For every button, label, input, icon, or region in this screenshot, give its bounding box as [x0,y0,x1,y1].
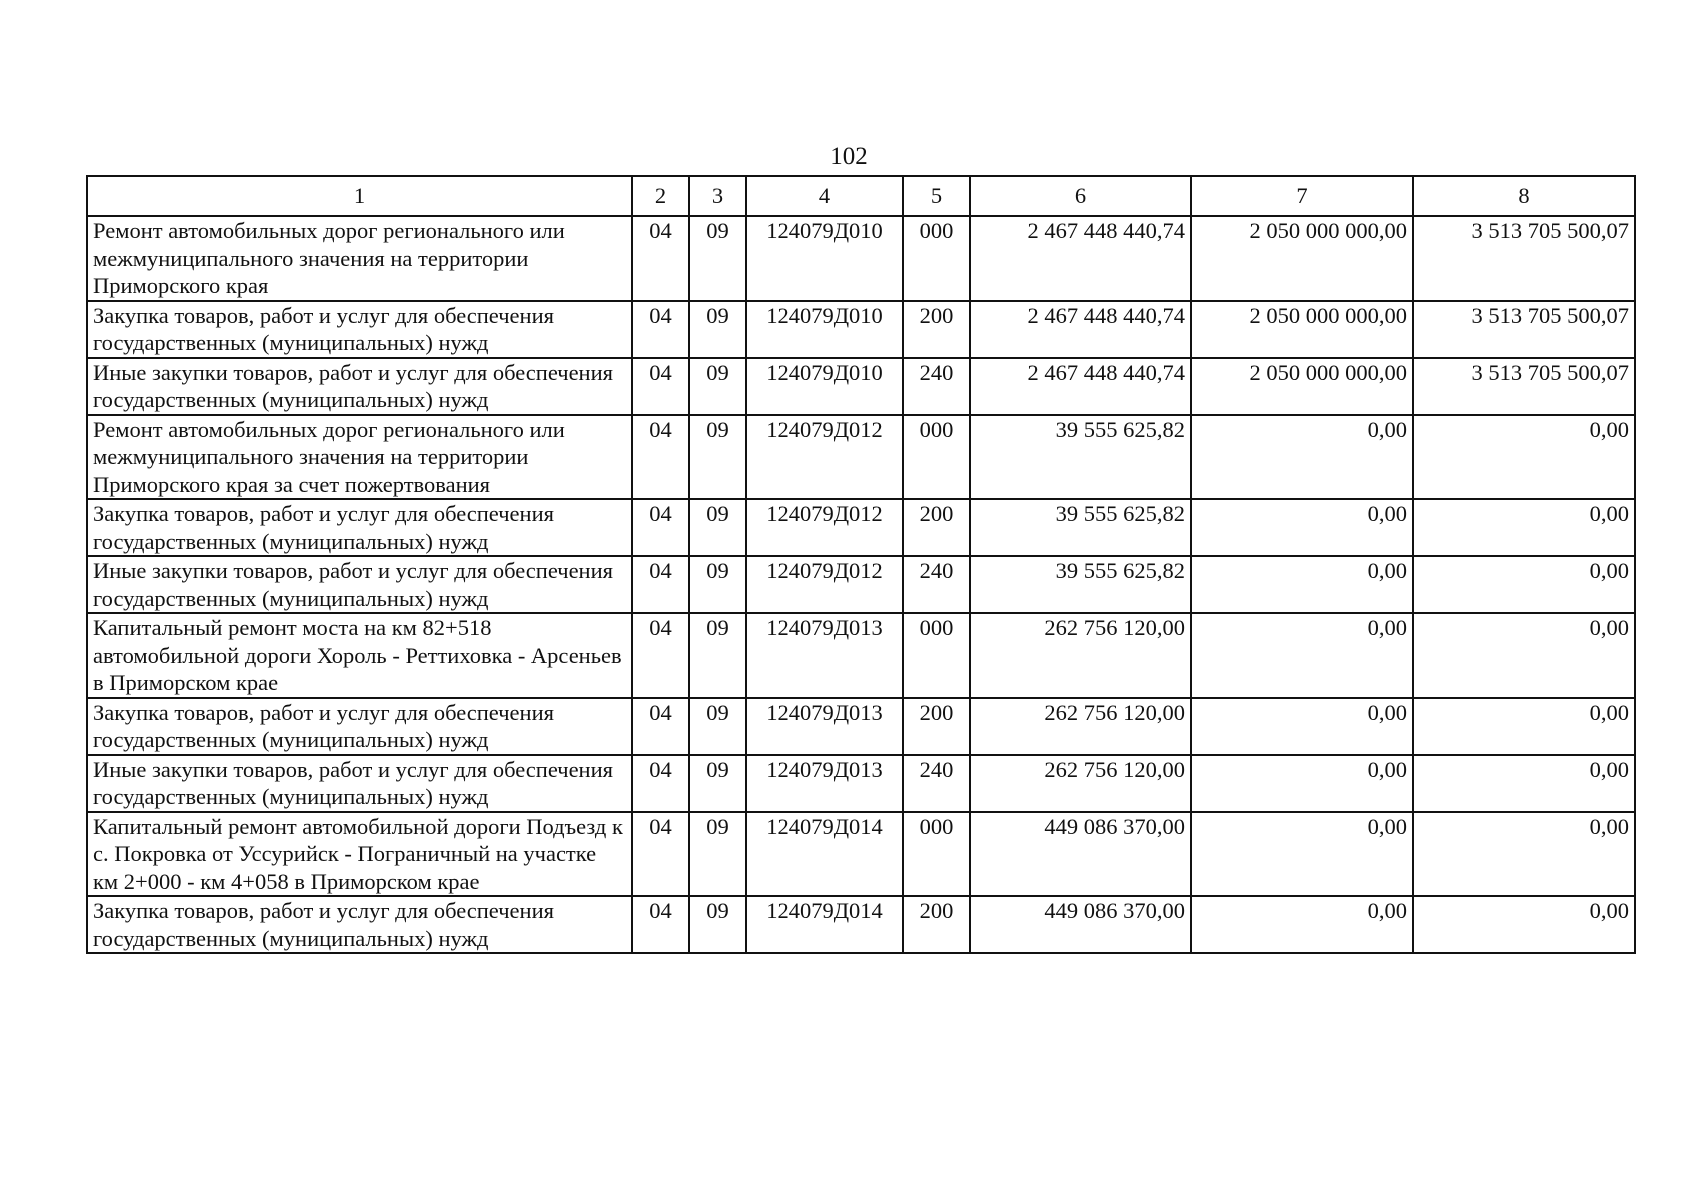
row-name-cell: Закупка товаров, работ и услуг для обеспечения государственных (муниципальных) нужд [87,301,632,358]
subsection-code-cell: 09 [689,755,746,812]
expense-type-cell: 000 [903,812,970,897]
target-article-cell: 124079Д012 [746,499,903,556]
amount-col8-cell: 0,00 [1413,896,1635,953]
table-row [87,358,1635,415]
amount-col8-cell: 3 513 705 500,07 [1413,216,1635,301]
amount-col8-cell: 0,00 [1413,698,1635,755]
section-code-cell: 04 [632,358,689,415]
amount-col7-cell: 0,00 [1191,556,1413,613]
amount-col7-cell: 0,00 [1191,896,1413,953]
table-row [87,415,1635,500]
amount-col8-cell: 3 513 705 500,07 [1413,301,1635,358]
subsection-code-cell: 09 [689,499,746,556]
amount-col6-cell: 2 467 448 440,74 [970,301,1191,358]
amount-col6-cell: 2 467 448 440,74 [970,358,1191,415]
expense-type-cell: 200 [903,698,970,755]
amount-col6-cell: 39 555 625,82 [970,556,1191,613]
amount-col8-cell: 0,00 [1413,499,1635,556]
amount-col8-cell: 0,00 [1413,556,1635,613]
subsection-code-cell: 09 [689,698,746,755]
amount-col7-cell: 0,00 [1191,613,1413,698]
section-code-cell: 04 [632,896,689,953]
expense-type-cell: 240 [903,556,970,613]
table-body [87,216,1635,953]
target-article-cell: 124079Д012 [746,556,903,613]
row-name-cell: Иные закупки товаров, работ и услуг для обеспечения государственных (муниципальных) нужд [87,358,632,415]
amount-col6-cell: 2 467 448 440,74 [970,216,1191,301]
amount-col7-cell: 0,00 [1191,698,1413,755]
amount-col7-cell: 2 050 000 000,00 [1191,216,1413,301]
amount-col7-cell: 2 050 000 000,00 [1191,301,1413,358]
amount-col7-cell: 0,00 [1191,812,1413,897]
section-code-cell: 04 [632,556,689,613]
amount-col8-cell: 0,00 [1413,415,1635,500]
subsection-code-cell: 09 [689,896,746,953]
amount-col7-cell: 2 050 000 000,00 [1191,358,1413,415]
amount-col8-cell: 0,00 [1413,755,1635,812]
amount-col8-cell: 3 513 705 500,07 [1413,358,1635,415]
expense-type-cell: 240 [903,358,970,415]
row-name-cell: Ремонт автомобильных дорог регионального или межмуниципального значения на территории Приморского края за счет пожертвования [87,415,632,500]
table-row [87,812,1635,897]
section-code-cell: 04 [632,698,689,755]
budget-table [86,175,1636,954]
row-name-cell: Закупка товаров, работ и услуг для обеспечения государственных (муниципальных) нужд [87,698,632,755]
section-code-cell: 04 [632,812,689,897]
amount-col7-cell: 0,00 [1191,755,1413,812]
row-name-cell: Закупка товаров, работ и услуг для обеспечения государственных (муниципальных) нужд [87,499,632,556]
column-header: 3 [689,176,746,216]
expense-type-cell: 200 [903,499,970,556]
expense-type-cell: 000 [903,613,970,698]
table-row [87,755,1635,812]
target-article-cell: 124079Д010 [746,358,903,415]
section-code-cell: 04 [632,755,689,812]
expense-type-cell: 200 [903,896,970,953]
table-row [87,301,1635,358]
amount-col6-cell: 39 555 625,82 [970,499,1191,556]
target-article-cell: 124079Д012 [746,415,903,500]
row-name-cell: Ремонт автомобильных дорог регионального или межмуниципального значения на территории Приморского края [87,216,632,301]
column-header: 6 [970,176,1191,216]
target-article-cell: 124079Д014 [746,812,903,897]
column-header: 1 [87,176,632,216]
section-code-cell: 04 [632,415,689,500]
page-number: 102 [830,143,868,170]
row-name-cell: Капитальный ремонт моста на км 82+518 автомобильной дороги Хороль - Реттиховка - Арсеньев в Приморском крае [87,613,632,698]
amount-col8-cell: 0,00 [1413,613,1635,698]
subsection-code-cell: 09 [689,358,746,415]
table-row [87,896,1635,953]
target-article-cell: 124079Д013 [746,613,903,698]
amount-col6-cell: 449 086 370,00 [970,896,1191,953]
column-header: 2 [632,176,689,216]
expense-type-cell: 240 [903,755,970,812]
table-row [87,556,1635,613]
subsection-code-cell: 09 [689,613,746,698]
header-row [87,176,1635,216]
amount-col7-cell: 0,00 [1191,415,1413,500]
amount-col6-cell: 262 756 120,00 [970,613,1191,698]
target-article-cell: 124079Д013 [746,755,903,812]
section-code-cell: 04 [632,613,689,698]
target-article-cell: 124079Д014 [746,896,903,953]
column-header: 7 [1191,176,1413,216]
expense-type-cell: 200 [903,301,970,358]
amount-col7-cell: 0,00 [1191,499,1413,556]
section-code-cell: 04 [632,301,689,358]
amount-col6-cell: 262 756 120,00 [970,698,1191,755]
row-name-cell: Иные закупки товаров, работ и услуг для обеспечения государственных (муниципальных) нужд [87,556,632,613]
expense-type-cell: 000 [903,216,970,301]
row-name-cell: Иные закупки товаров, работ и услуг для обеспечения государственных (муниципальных) нужд [87,755,632,812]
amount-col6-cell: 39 555 625,82 [970,415,1191,500]
section-code-cell: 04 [632,216,689,301]
subsection-code-cell: 09 [689,812,746,897]
table-row [87,499,1635,556]
subsection-code-cell: 09 [689,556,746,613]
subsection-code-cell: 09 [689,216,746,301]
row-name-cell: Закупка товаров, работ и услуг для обеспечения государственных (муниципальных) нужд [87,896,632,953]
amount-col6-cell: 449 086 370,00 [970,812,1191,897]
column-header: 8 [1413,176,1635,216]
row-name-cell: Капитальный ремонт автомобильной дороги Подъезд к с. Покровка от Уссурийск - Пограничный на участке км 2+000 - км 4+058 в Приморском крае [87,812,632,897]
subsection-code-cell: 09 [689,415,746,500]
column-header: 5 [903,176,970,216]
column-header: 4 [746,176,903,216]
target-article-cell: 124079Д013 [746,698,903,755]
target-article-cell: 124079Д010 [746,301,903,358]
amount-col6-cell: 262 756 120,00 [970,755,1191,812]
expense-type-cell: 000 [903,415,970,500]
table-row [87,216,1635,301]
table-row [87,613,1635,698]
table-row [87,698,1635,755]
amount-col8-cell: 0,00 [1413,812,1635,897]
section-code-cell: 04 [632,499,689,556]
subsection-code-cell: 09 [689,301,746,358]
target-article-cell: 124079Д010 [746,216,903,301]
